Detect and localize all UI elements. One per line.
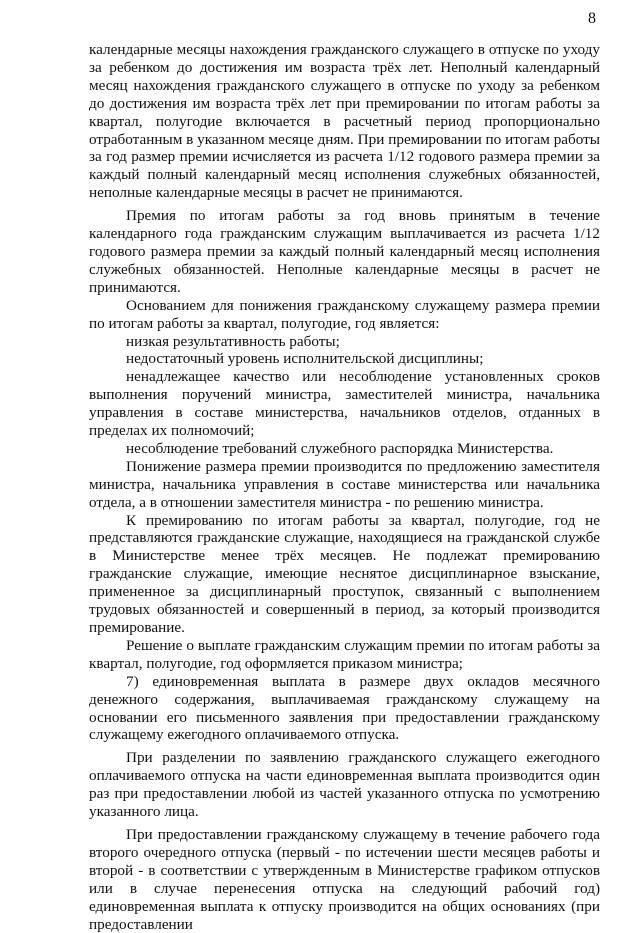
paragraph-8: При разделении по заявлению гражданского служащего ежегодного оплачиваемого отпуска на части единовременная выплата производится один раз при предоставлении любой из частей указанного отпуска по усмотрению указанного лица.	[89, 749, 600, 821]
paragraph-4: Понижение размера премии производится по предложению заместителя министра, начальника управления в составе министерства или начальника отдела, а в отношении заместителя министра - по решению министра.	[89, 457, 600, 511]
list-item-3: ненадлежащее качество или несоблюдение установленных сроков выполнения поручений министра, заместителей министра, начальника управления в составе министерства, начальников отделов, отданных в пределах их полномочий;	[89, 368, 600, 440]
list-item-2: недостаточный уровень исполнительской дисциплины;	[126, 350, 484, 368]
paragraph-3: Основанием для понижения гражданскому служащему размера премии по итогам работы за квартал, полугодие, год является:	[89, 296, 600, 332]
paragraph-5: К премированию по итогам работы за квартал, полугодие, год не представляются гражданские служащие, находящиеся на гражданской службе в Министерстве менее трёх месяцев. Не подлежат премированию гражданские служащие, имеющие неснятое дисциплинарное взыскание, примененное за дисциплинарный проступок, связанный с выполнением трудовых обязанностей и совершенный в период, за который производится премирование.	[89, 511, 600, 636]
paragraph-7: 7) единовременная выплата в размере двух окладов месячного денежного содержания, выплачиваемая гражданскому служащему на основании его письменного заявления при предоставлении гражданскому служащему ежегодного оплачиваемого отпуска.	[89, 672, 600, 744]
list-item-4: несоблюдение требований служебного распорядка Министерства.	[126, 439, 554, 457]
page-number: 8	[588, 10, 596, 27]
paragraph-2: Премия по итогам работы за год вновь принятым в течение календарного года гражданским служащим выплачивается из расчета 1/12 годового размера премии за каждый полный календарный месяц исполнения служебных обязанностей. Неполные календарные месяцы в расчет не принимаются.	[89, 207, 600, 296]
paragraph-9: При предоставлении гражданскому служащему в течение рабочего года второго очередного отпуска (первый - по истечении шести месяцев работы и второй - в соответствии с утвержденным в Министерстве графиком отпусков или в случае перенесения отпуска на следующий рабочий год) единовременная выплата к отпуску производится на общих основаниях (при предоставлении	[89, 825, 600, 933]
document-body	[89, 41, 600, 933]
paragraph-6: Решение о выплате гражданским служащим премии по итогам работы за квартал, полугодие, год оформляется приказом министра;	[89, 636, 600, 672]
paragraph-1: календарные месяцы нахождения гражданского служащего в отпуске по уходу за ребенком до достижения им возраста трёх лет. Неполный календарный месяц нахождения гражданского служащего в отпуске по уходу за ребенком до достижения им возраста трёх лет при премировании по итогам работы за квартал, полугодие включается в расчетный период пропорционально отработанным в указанном месяце дням. При премировании по итогам работы за год размер премии исчисляется из расчета 1/12 годового размера премии за каждый полный календарный месяц исполнения служебных обязанностей, неполные календарные месяцы в расчет не принимаются.	[89, 41, 600, 202]
list-item-1: низкая результативность работы;	[126, 332, 340, 350]
